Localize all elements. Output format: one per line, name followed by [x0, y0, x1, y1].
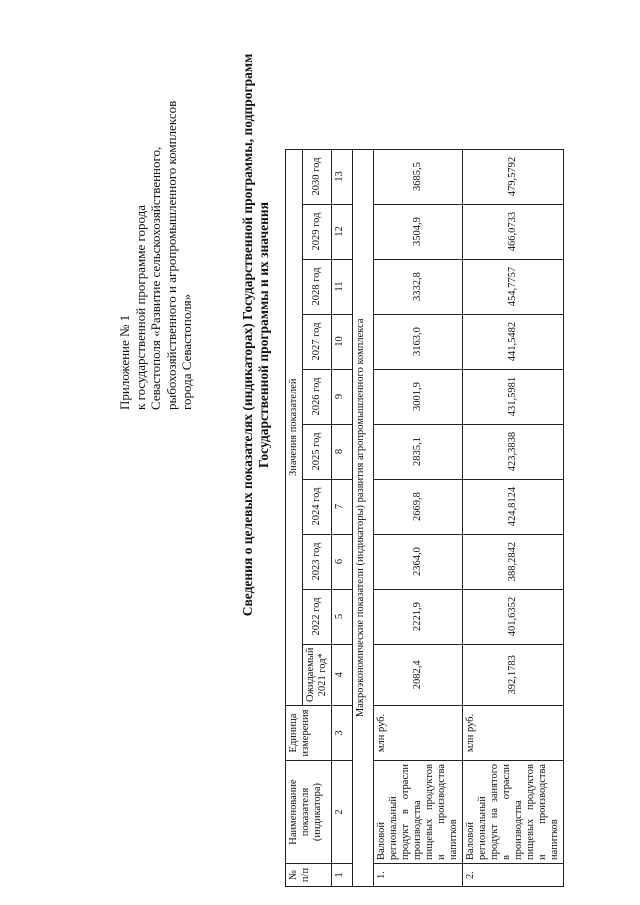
row-value: 441,5482	[463, 314, 564, 369]
appendix-line: города Севастополя»	[179, 293, 194, 410]
column-number: 6	[332, 534, 353, 589]
row-value: 431,5981	[463, 369, 564, 424]
header-year: 2023 год	[303, 534, 332, 589]
header-year: 2026 год	[303, 369, 332, 424]
appendix-line: Приложение № 1	[117, 314, 132, 410]
row-value: 454,7757	[463, 259, 564, 314]
row-value: 3163,0	[374, 314, 463, 369]
column-number-row	[332, 149, 353, 886]
column-number: 10	[332, 314, 353, 369]
row-value: 466,0733	[463, 204, 564, 259]
row-value: 392,1783	[463, 644, 564, 705]
column-number: 5	[332, 589, 353, 644]
section-title: Макроэкономические показатели (индикаторы) развития агропромышленного комплекса	[353, 149, 374, 886]
table-row	[463, 149, 564, 886]
header-name: Наименование показателя (индикатора)	[286, 761, 332, 864]
row-value: 401,6352	[463, 589, 564, 644]
header-year: 2029 год	[303, 204, 332, 259]
row-unit: млн руб.	[463, 706, 564, 761]
appendix-line: рыбохозяйственного и агропромышленного комплексов	[163, 100, 179, 410]
row-value: 388,2842	[463, 534, 564, 589]
row-name: Валовой региональный продукт в отрасли производства пищевых продуктов и производства напитков	[374, 761, 463, 864]
row-value: 3001,9	[374, 369, 463, 424]
column-number: 2	[332, 761, 353, 864]
header-year: 2022 год	[303, 589, 332, 644]
row-value: 2221,9	[374, 589, 463, 644]
row-unit: млн руб.	[374, 706, 463, 761]
row-value: 2669,8	[374, 479, 463, 534]
header-values-group: Значения показателей	[286, 149, 303, 705]
column-number: 4	[332, 644, 353, 705]
header-year: 2024 год	[303, 479, 332, 534]
title-line-1: Сведения о целевых показателях (индикаторах) Государственной программы, подпрограмм	[240, 53, 255, 617]
column-number: 11	[332, 259, 353, 314]
row-value: 2835,1	[374, 424, 463, 479]
row-num: 1.	[374, 864, 463, 887]
header-year: 2027 год	[303, 314, 332, 369]
appendix-line: Севастополя «Развитие сельскохозяйственного,	[148, 146, 163, 410]
header-year: Ожидаемый 2021 год*	[303, 644, 332, 705]
column-number: 7	[332, 479, 353, 534]
table-row	[374, 149, 463, 886]
header-year: 2028 год	[303, 259, 332, 314]
row-value: 479,5792	[463, 149, 564, 204]
column-number: 13	[332, 149, 353, 204]
row-name: Валовой региональный продукт на занятого в отрасли производства пищевых продуктов и производства напитков	[463, 761, 564, 864]
row-value: 3685,5	[374, 149, 463, 204]
appendix-line: к государственной программе города	[132, 204, 148, 410]
row-value: 3332,8	[374, 259, 463, 314]
header-unit: Единица измерения	[286, 706, 332, 761]
row-value: 423,3838	[463, 424, 564, 479]
section-row	[353, 149, 374, 886]
document-title	[240, 0, 272, 905]
row-value: 424,8124	[463, 479, 564, 534]
row-value: 2082,4	[374, 644, 463, 705]
row-value: 3504,9	[374, 204, 463, 259]
column-number: 8	[332, 424, 353, 479]
header-year: 2025 год	[303, 424, 332, 479]
row-num: 2.	[463, 864, 564, 887]
row-value: 2364,0	[374, 534, 463, 589]
column-number: 3	[332, 706, 353, 761]
header-year: 2030 год	[303, 149, 332, 204]
appendix-note	[117, 10, 195, 410]
title-line-2: Государственной программы и их значения	[256, 202, 271, 468]
indicators-table	[285, 149, 564, 887]
header-row	[286, 149, 303, 886]
column-number: 1	[332, 864, 353, 887]
column-number: 9	[332, 369, 353, 424]
header-num: № п/п	[286, 864, 332, 887]
column-number: 12	[332, 204, 353, 259]
